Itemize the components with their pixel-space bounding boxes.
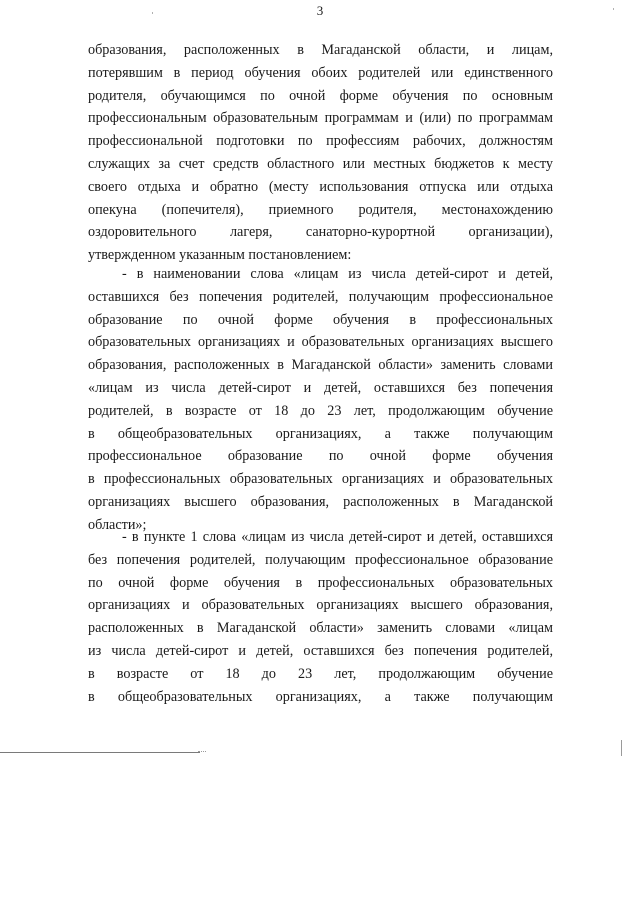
text-line: организациях и образовательных организациях высшего образования, (88, 597, 553, 614)
text-line: образования, расположенных в Магаданской области, и лицам, (88, 42, 553, 58)
text-line: организациях высшего образования, расположенных в Магаданской (88, 493, 553, 510)
text-line: в общеобразовательных организациях, а также получающим (88, 425, 553, 442)
text-line: оздоровительного лагеря, санаторно-курортной организации), (88, 224, 553, 241)
text-line: родителей, в возрасте от 18 до 23 лет, продолжающим обучение (88, 402, 553, 419)
paragraph-title-amendment (88, 263, 553, 537)
text-line: профессиональное образование по очной форме обучения (88, 448, 553, 465)
text-line: профессиональным образовательным программам и (или) по программам (88, 110, 553, 127)
text-line: из числа детей-сирот и детей, оставшихся без попечения родителей, (88, 642, 553, 659)
text-line: области»; (88, 516, 147, 533)
text-line: в профессиональных образовательных организациях и образовательных (88, 471, 553, 488)
text-line: образование по очной форме обучения в профессиональных (88, 311, 553, 328)
text-line: «лицам из числа детей-сирот и детей, оставшихся без попечения (88, 379, 553, 396)
text-line: - в наименовании слова «лицам из числа детей-сирот и детей, (122, 266, 553, 282)
text-line: своего отдыха и обратно (месту использования отпуска или отдыха (88, 178, 553, 195)
text-line: утвержденном указанным постановлением: (88, 247, 352, 264)
text-line: расположенных в Магаданской области» заменить словами «лицам (88, 620, 553, 637)
paragraph-item1-amendment (88, 526, 553, 708)
separator-tail-mark (198, 751, 206, 752)
margin-scan-mark (621, 740, 622, 756)
text-line: образовательных организациях и образовательных организациях высшего (88, 334, 553, 351)
text-line: опекуна (попечителя), приемного родителя, местонахождению (88, 201, 553, 218)
footnote-separator-line (0, 752, 200, 753)
text-line: потерявшим в период обучения обоих родителей или единственного (88, 64, 553, 81)
text-line: профессиональной подготовки по профессиям рабочих, должностям (88, 133, 553, 150)
paragraph-continuation (88, 39, 553, 267)
page-number: 3 (316, 3, 324, 18)
text-line: служащих за счет средств областного или местных бюджетов к месту (88, 155, 553, 172)
text-line: оставшихся без попечения родителей, получающим профессиональное (88, 288, 553, 305)
text-line: без попечения родителей, получающим профессиональное образование (88, 551, 553, 568)
text-line: - в пункте 1 слова «лицам из числа детей-сирот и детей, оставшихся (122, 529, 553, 545)
text-line: образования, расположенных в Магаданской области» заменить словами (88, 357, 553, 374)
text-line: в общеобразовательных организациях, а также получающим (88, 688, 553, 705)
text-line: по очной форме обучения в профессиональных образовательных (88, 574, 553, 591)
scan-speck (613, 8, 614, 10)
scan-speck (152, 12, 153, 14)
text-line: родителя, обучающимся по очной форме обучения по основным (88, 87, 553, 104)
text-line: в возрасте от 18 до 23 лет, продолжающим обучение (88, 665, 553, 682)
